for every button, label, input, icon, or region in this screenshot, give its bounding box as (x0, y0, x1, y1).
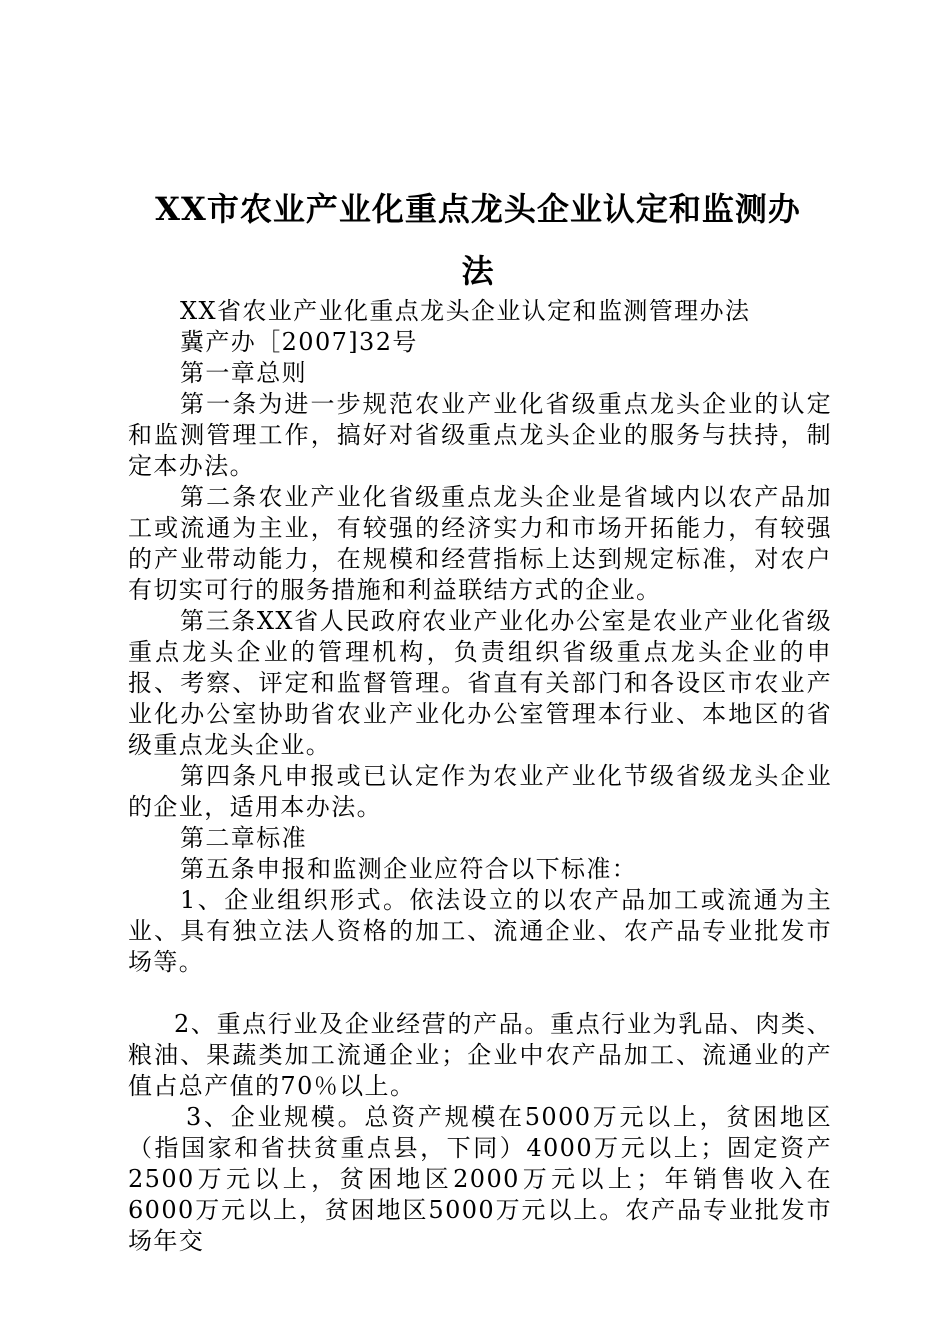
list-item-paragraph: 1、企业组织形式。依法设立的以农产品加工或流通为主业、具有独立法人资格的加工、流通企业、农产品专业批发市场等。 (128, 886, 832, 976)
document-body (128, 296, 832, 1257)
chapter-heading: 第一章总则 (180, 359, 307, 387)
article-paragraph: 第二条农业产业化省级重点龙头企业是省域内以农产品加工或流通为主业，有较强的经济实力和市场开拓能力，有较强的产业带动能力，在规模和经营指标上达到规定标准，对农户有切实可行的服务措施和利益联结方式的企业。 (128, 483, 832, 604)
article-paragraph: 第五条申报和监测企业应符合以下标准： (180, 855, 638, 883)
subtitle-paragraph: XX省农业产业化重点龙头企业认定和监测管理办法 (180, 297, 751, 325)
title-line-1: XX市农业产业化重点龙头企业认定和监测办 (155, 190, 801, 228)
title-line-2: 法 (461, 252, 495, 290)
document-number: 冀产办［2007]32号 (180, 328, 418, 356)
document-title (128, 178, 828, 302)
article-paragraph: 第一条为进一步规范农业产业化省级重点龙头企业的认定和监测管理工作，搞好对省级重点龙头企业的服务与扶持，制定本办法。 (128, 390, 832, 480)
chapter-heading: 第二章标准 (180, 824, 307, 852)
list-item-paragraph: 3、企业规模。总资产规模在5000万元以上，贫困地区（指国家和省扶贫重点县，下同）4000万元以上；固定资产2500万元以上，贫困地区2000万元以上；年销售收入在6000万元以上，贫困地区5000万元以上。农产品专业批发市场年交 (128, 1103, 832, 1255)
article-paragraph: 第四条凡申报或已认定作为农业产业化节级省级龙头企业的企业，适用本办法。 (128, 762, 832, 821)
article-paragraph: 第三条XX省人民政府农业产业化办公室是农业产业化省级重点龙头企业的管理机构，负责组织省级重点龙头企业的申报、考察、评定和监督管理。省直有关部门和各设区市农业产业化办公室协助省农业产业化办公室管理本行业、本地区的省级重点龙头企业。 (128, 607, 832, 759)
list-item-paragraph: 2、重点行业及企业经营的产品。重点行业为乳品、肉类、粮油、果蔬类加工流通企业；企业中农产品加工、流通业的产值占总产值的70％以上。 (128, 1010, 832, 1100)
